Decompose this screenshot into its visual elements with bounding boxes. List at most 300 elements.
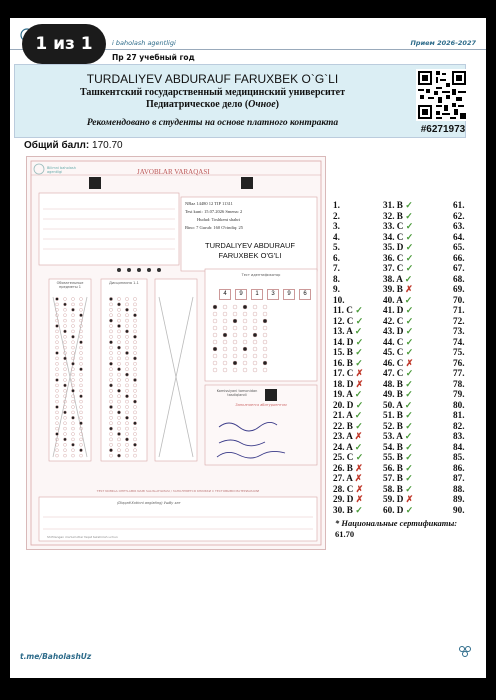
question-number: 42. <box>383 315 395 326</box>
question-number: 6. <box>333 252 340 263</box>
question-number: 2. <box>333 210 340 221</box>
answer-bubble <box>125 351 128 354</box>
sheet-hudud: Hudud: Toshkent shahri <box>197 217 241 222</box>
answer-row <box>333 295 483 306</box>
correct-check-icon: ✓ <box>355 504 363 515</box>
question-number: 76. <box>453 357 465 368</box>
answer-row <box>333 232 483 243</box>
question-number: 40. <box>383 294 395 305</box>
answer-bubble <box>117 303 120 306</box>
answer-bubble <box>125 395 128 398</box>
question-number: 32. <box>383 210 395 221</box>
answer-cell <box>383 242 443 253</box>
correct-check-icon: ✓ <box>405 483 413 494</box>
sheet-bino: Bino: 7 Guruh: 160 O'rindiq: 25 <box>185 225 243 230</box>
question-number: 72. <box>453 315 465 326</box>
question-number: 86. <box>453 462 465 473</box>
answer-bubble <box>109 297 112 300</box>
question-number: 37. <box>383 263 395 273</box>
answer-bubble <box>133 422 136 425</box>
answer-cell <box>453 473 483 484</box>
question-number: 90. <box>453 504 465 515</box>
answer-cell <box>453 200 483 211</box>
correct-check-icon: ✓ <box>355 336 364 347</box>
applicant-info-box <box>14 64 466 138</box>
question-number: 89. <box>453 494 465 504</box>
university-program <box>15 87 410 111</box>
question-number: 12. <box>333 315 345 326</box>
question-number: 9. <box>333 284 340 294</box>
answer-bubble <box>56 298 59 301</box>
answer-cell <box>453 463 483 474</box>
answer-row <box>333 316 483 327</box>
question-number: 67. <box>453 263 465 273</box>
sheet-name-1: TURDALIYEV ABDURAUF <box>204 241 296 250</box>
answer-bubble <box>133 443 136 446</box>
answer-bubble <box>56 406 59 409</box>
answer-letter: A <box>394 431 405 441</box>
code-bubble <box>233 319 237 323</box>
answer-bubble <box>56 433 59 436</box>
answer-bubble <box>64 411 67 414</box>
answer-bubble <box>117 389 120 392</box>
answer-bubble <box>133 357 136 360</box>
correct-check-icon: ✓ <box>354 410 363 420</box>
question-number: 61. <box>453 200 465 210</box>
answer-letter: A <box>394 294 405 305</box>
question-number: 75. <box>453 347 465 357</box>
question-number: 43. <box>383 326 395 336</box>
question-number: 36. <box>383 252 395 263</box>
answer-cell <box>453 494 483 505</box>
answer-cell <box>453 232 483 243</box>
answer-row <box>333 274 483 285</box>
answer-letter: A <box>344 410 355 420</box>
question-number: 74. <box>453 336 465 347</box>
question-number: 51. <box>383 410 395 420</box>
code-bubble <box>213 347 217 351</box>
answer-bubble <box>133 335 136 338</box>
answer-cell <box>383 389 443 400</box>
answer-row <box>333 379 483 390</box>
university-name: Ташкентский государственный медицинский университет <box>79 87 346 98</box>
total-score: Общий балл: 170.70 <box>24 140 123 151</box>
answer-row <box>333 473 483 484</box>
answer-row <box>333 211 483 222</box>
sheet-name-2: FARUXBEK O'G'LI <box>218 251 282 260</box>
wrong-cross-icon: ✗ <box>355 494 364 504</box>
answer-cell <box>383 253 443 264</box>
answer-bubble <box>109 405 112 408</box>
answer-row <box>333 347 483 358</box>
question-number: 11. <box>333 305 344 315</box>
answer-cell <box>383 347 443 358</box>
question-number: 10. <box>333 294 345 305</box>
answer-letter: C <box>394 252 406 263</box>
answer-cell <box>383 463 443 474</box>
answer-cell <box>453 505 483 516</box>
answer-cell <box>383 358 443 369</box>
answer-bubble <box>72 308 75 311</box>
question-number: 16. <box>333 357 345 368</box>
certificate-id: #6271973 <box>420 124 466 135</box>
question-number: 87. <box>453 473 465 483</box>
correct-check-icon: ✓ <box>355 399 364 410</box>
answer-cell <box>383 326 443 337</box>
answer-cell <box>453 326 483 337</box>
sheet-title: JAVOBLAR VARAQASI <box>137 168 210 176</box>
answer-letter: C <box>394 368 406 378</box>
correct-check-icon: ✓ <box>405 473 413 483</box>
answer-cell <box>453 389 483 400</box>
answer-sheet-scan <box>26 156 326 550</box>
sheet-warning: (Diqqat!Xotinni anglating) Ушбу хат <box>117 501 181 505</box>
wrong-cross-icon: ✗ <box>405 357 414 368</box>
answer-bubble <box>133 314 136 317</box>
question-number: 24. <box>333 441 345 452</box>
admission-label: Прием 2026-2027 <box>410 39 476 47</box>
question-number: 64. <box>453 231 465 242</box>
question-number: 25. <box>333 452 345 462</box>
correct-check-icon: ✓ <box>354 389 363 399</box>
code-bubble <box>223 333 227 337</box>
question-number: 13. <box>333 326 345 336</box>
answer-letter: B <box>394 473 406 483</box>
answer-letter: A <box>394 273 405 284</box>
answer-cell <box>453 379 483 390</box>
answer-letter: D <box>344 494 356 504</box>
agency-footer-logo-icon <box>458 644 472 658</box>
question-number: 30. <box>333 504 345 515</box>
answer-bubble <box>72 362 75 365</box>
correct-check-icon: ✓ <box>405 410 413 420</box>
agency-name: i baholash agentligi <box>112 39 176 47</box>
wrong-cross-icon: ✗ <box>355 378 364 389</box>
question-number: 3. <box>333 221 340 231</box>
answer-letter: D <box>344 399 356 410</box>
answer-letter: B <box>394 410 406 420</box>
answer-letter: B <box>394 441 406 452</box>
answers-table <box>333 200 483 515</box>
answer-bubble <box>64 384 67 387</box>
answer-bubble <box>117 324 120 327</box>
answer-letter: D <box>394 504 406 515</box>
correct-check-icon: ✓ <box>404 294 413 305</box>
answer-cell <box>453 484 483 495</box>
answer-letter: D <box>344 336 356 347</box>
answer-bubble <box>56 325 59 328</box>
question-number: 83. <box>453 431 465 441</box>
page-counter[interactable]: 1 из 1 <box>22 24 106 64</box>
question-number: 77. <box>453 368 465 378</box>
answer-bubble <box>72 416 75 419</box>
answer-cell <box>383 211 443 222</box>
question-number: 68. <box>453 273 465 284</box>
answer-row <box>333 253 483 264</box>
answer-letter: C <box>394 347 406 357</box>
correct-check-icon: ✓ <box>404 431 413 441</box>
answer-letter: C <box>344 452 356 462</box>
answer-letter: A <box>344 441 355 452</box>
answer-cell <box>453 242 483 253</box>
wrong-cross-icon: ✗ <box>355 368 364 378</box>
answer-letter: B <box>394 462 406 473</box>
answer-cell <box>383 505 443 516</box>
answer-cell <box>383 368 443 379</box>
answer-cell <box>383 263 443 274</box>
answer-cell <box>383 431 443 442</box>
wrong-cross-icon: ✗ <box>405 494 414 504</box>
question-number: 53. <box>383 431 395 441</box>
correct-check-icon: ✓ <box>355 420 363 431</box>
question-number: 14. <box>333 336 345 347</box>
question-number: 31. <box>383 200 395 210</box>
answer-row <box>333 242 483 253</box>
sheet-komissiya-1: Komissiyani tomonidan tasdiqlandi <box>216 389 258 397</box>
answer-cell <box>453 211 483 222</box>
answer-cell <box>383 442 443 453</box>
answer-cell <box>383 284 443 295</box>
answer-cell <box>453 295 483 306</box>
correct-check-icon: ✓ <box>405 231 414 242</box>
question-number: 17. <box>333 368 345 378</box>
question-number: 69. <box>453 284 465 294</box>
answer-row <box>333 389 483 400</box>
answer-letter: A <box>344 431 355 441</box>
answer-letter: C <box>394 263 406 273</box>
question-number: 21. <box>333 410 345 420</box>
answer-row <box>333 484 483 495</box>
answer-bubble <box>125 438 128 441</box>
question-number: 34. <box>383 231 395 242</box>
national-certificates <box>335 518 475 540</box>
code-bubble <box>213 305 217 309</box>
question-number: 52. <box>383 420 395 431</box>
answer-letter: B <box>394 420 406 431</box>
question-number: 80. <box>453 399 465 410</box>
correct-check-icon: ✓ <box>405 326 414 336</box>
question-number: 19. <box>333 389 345 399</box>
answer-cell <box>383 200 443 211</box>
answer-row <box>333 337 483 348</box>
answer-cell <box>383 337 443 348</box>
answer-cell <box>453 284 483 295</box>
correct-check-icon: ✓ <box>405 252 414 263</box>
question-number: 88. <box>453 483 465 494</box>
question-number: 50. <box>383 399 395 410</box>
answer-cell <box>453 316 483 327</box>
question-number: 59. <box>383 494 395 504</box>
question-number: 66. <box>453 252 465 263</box>
answer-bubble <box>109 427 112 430</box>
correct-check-icon: ✓ <box>354 326 363 336</box>
answer-letter: A <box>344 326 355 336</box>
wrong-cross-icon: ✗ <box>355 462 363 473</box>
sheet-brand: Bilimni baholash agentligi <box>47 166 76 174</box>
answer-bubble <box>117 411 120 414</box>
correct-check-icon: ✓ <box>405 221 414 231</box>
answer-bubble <box>72 389 75 392</box>
correct-check-icon: ✓ <box>405 441 413 452</box>
correct-check-icon: ✓ <box>355 305 363 315</box>
applicant-name: TURDALIYEV ABDURAUF FARUXBEK O`G`LI <box>86 72 339 86</box>
answer-cell <box>453 337 483 348</box>
answer-letter: D <box>394 305 406 315</box>
code-digit: 1 <box>251 289 263 300</box>
answer-cell <box>383 421 443 432</box>
question-number: 62. <box>453 210 465 221</box>
answer-cell <box>383 452 443 463</box>
answer-row <box>333 463 483 474</box>
answer-bubble <box>56 379 59 382</box>
answer-row <box>333 221 483 232</box>
correct-check-icon: ✓ <box>355 452 364 462</box>
answer-row <box>333 494 483 505</box>
answer-row <box>333 421 483 432</box>
answer-cell <box>453 274 483 285</box>
answer-row <box>333 305 483 316</box>
answer-cell <box>383 494 443 505</box>
sheet-code <box>219 289 311 300</box>
wrong-cross-icon: ✗ <box>354 431 363 441</box>
answer-cell <box>453 305 483 316</box>
answer-bubble <box>117 432 120 435</box>
code-digit: 4 <box>219 289 231 300</box>
answer-letter: D <box>344 378 356 389</box>
answer-row <box>333 326 483 337</box>
answer-cell <box>453 347 483 358</box>
answer-bubble <box>64 357 67 360</box>
answer-bubble <box>109 362 112 365</box>
answer-letter: D <box>394 242 406 252</box>
correct-check-icon: ✓ <box>354 441 363 452</box>
answer-letter: C <box>344 368 356 378</box>
question-number: 65. <box>453 242 465 252</box>
question-number: 81. <box>453 410 465 420</box>
answer-letter: A <box>344 473 355 483</box>
answer-bubble <box>80 395 83 398</box>
answer-bubble <box>64 303 67 306</box>
wrong-cross-icon: ✗ <box>355 483 364 494</box>
answer-cell <box>453 452 483 463</box>
sheet-date: Test kuni: 15.07.2026 Smena: 2 <box>185 209 243 214</box>
question-number: 23. <box>333 431 345 441</box>
question-number: 58. <box>383 483 395 494</box>
answer-bubble <box>133 378 136 381</box>
correct-check-icon: ✓ <box>355 357 363 368</box>
answer-row <box>333 368 483 379</box>
question-number: 79. <box>453 389 465 399</box>
answer-cell <box>383 232 443 243</box>
wrong-cross-icon: ✗ <box>405 284 413 294</box>
code-digit: 3 <box>267 289 279 300</box>
question-number: 45. <box>383 347 395 357</box>
correct-check-icon: ✓ <box>405 462 413 473</box>
answer-letter: C <box>394 357 406 368</box>
recommendation-text: Рекомендовано в студенты на основе платного контракта <box>86 118 339 128</box>
question-number: 41. <box>383 305 395 315</box>
answer-bubble <box>109 384 112 387</box>
answer-cell <box>453 358 483 369</box>
answer-row <box>333 452 483 463</box>
answer-letter: C <box>344 315 356 326</box>
code-digit: 9 <box>235 289 247 300</box>
answer-cell <box>383 305 443 316</box>
answer-bubble <box>125 416 128 419</box>
question-number: 15. <box>333 347 345 357</box>
sheet-col2-title: Дисциплина 1-1 <box>109 281 139 285</box>
correct-check-icon: ✓ <box>405 263 414 273</box>
total-score-value: 170.70 <box>92 140 123 151</box>
sheet-footer: Shifrlangan ma'lumotlar faqat tekshirish uchun <box>47 535 118 539</box>
sheet-col1-title: Обязательные предметы 1 <box>56 281 84 289</box>
question-number: 5. <box>333 242 340 252</box>
answer-cell <box>383 295 443 306</box>
answer-bubble <box>72 335 75 338</box>
answer-letter: B <box>394 452 406 462</box>
answer-bubble <box>109 449 112 452</box>
question-number: 56. <box>383 462 395 473</box>
question-number: 70. <box>453 294 465 305</box>
correct-check-icon: ✓ <box>405 336 414 347</box>
question-number: 39. <box>383 284 395 294</box>
academic-year: Пр 27 учебный год <box>112 53 195 62</box>
question-number: 46. <box>383 357 395 368</box>
question-number: 82. <box>453 420 465 431</box>
question-number: 57. <box>383 473 395 483</box>
answer-row <box>333 200 483 211</box>
answer-cell <box>453 263 483 274</box>
correct-check-icon: ✓ <box>405 347 414 357</box>
question-number: 85. <box>453 452 465 462</box>
answer-row <box>333 505 483 516</box>
correct-check-icon: ✓ <box>355 347 363 357</box>
question-number: 84. <box>453 441 465 452</box>
answer-cell <box>453 221 483 232</box>
answer-cell <box>453 431 483 442</box>
question-number: 73. <box>453 326 465 336</box>
answer-letter: B <box>344 420 356 431</box>
code-digit: 6 <box>299 289 311 300</box>
answer-bubble <box>109 319 112 322</box>
answer-bubble <box>64 438 67 441</box>
question-number: 20. <box>333 399 345 410</box>
answer-letter: B <box>344 357 356 368</box>
question-number: 60. <box>383 504 395 515</box>
telegram-link[interactable]: t.me/BaholashUz <box>20 652 92 661</box>
question-number: 1. <box>333 200 340 210</box>
answer-letter: B <box>344 462 356 473</box>
correct-check-icon: ✓ <box>405 368 414 378</box>
question-number: 7. <box>333 263 340 273</box>
answer-cell <box>383 221 443 232</box>
sheet-test-line: TEST NOMIGA OHETLAMIR NAMI SALISLATILMASI / ЗАПОЛНЯЕТСЯ КНИЖКИ С ТЕСТОВЫМИ МАТЕРИАЛАМИ <box>96 489 260 493</box>
correct-check-icon: ✓ <box>405 452 413 462</box>
answer-cell <box>453 368 483 379</box>
question-number: 29. <box>333 494 345 504</box>
code-bubble <box>243 347 247 351</box>
question-number: 22. <box>333 420 345 431</box>
correct-check-icon: ✓ <box>405 504 414 515</box>
answer-letter: A <box>344 389 355 399</box>
answer-cell <box>383 379 443 390</box>
question-number: 47. <box>383 368 395 378</box>
answer-letter: C <box>394 336 406 347</box>
question-number: 4. <box>333 231 340 242</box>
question-number: 8. <box>333 273 340 284</box>
answer-cell <box>383 400 443 411</box>
answer-letter: B <box>394 483 406 494</box>
